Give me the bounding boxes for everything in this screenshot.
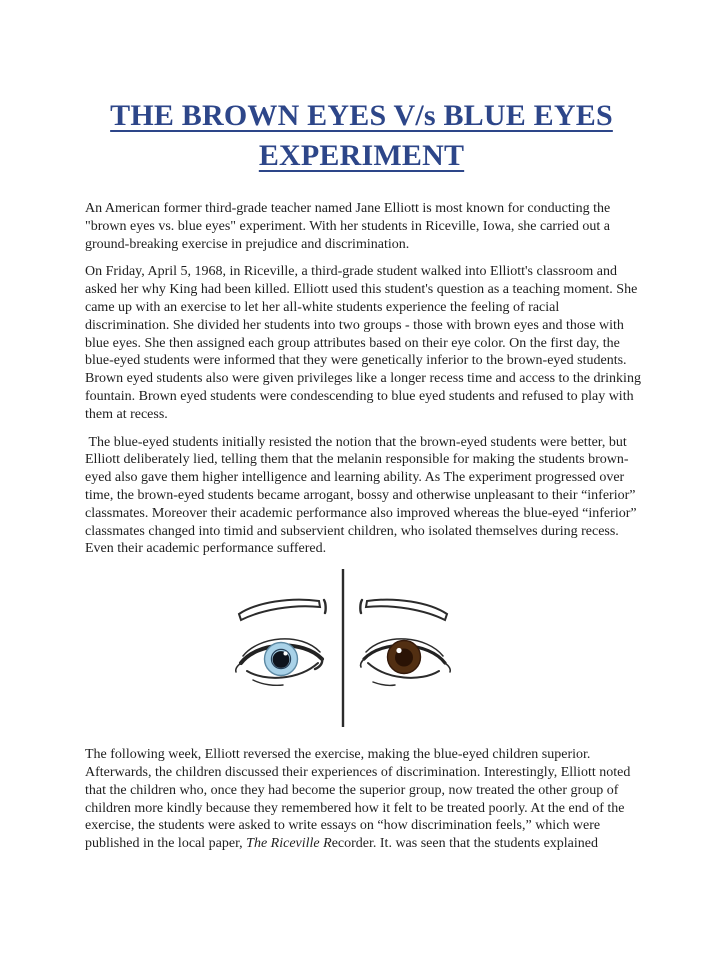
brown-eyebrow <box>366 600 447 620</box>
eyes-illustration <box>223 568 463 733</box>
blue-eye-highlight <box>284 652 288 656</box>
paragraph-intro: An American former third-grade teacher named Jane Elliott is most known for conducting the "brown eyes vs. blue eyes" experiment. With her students in Riceville, Iowa, she carried out a ground-breaking exercise in prejudice and discrimination. <box>85 201 611 252</box>
newspaper-name: The Riceville R <box>246 836 332 852</box>
page-title: THE BROWN EYES V/s BLUE EYES EXPERIMENT <box>110 99 613 172</box>
brown-eyebrow-tick <box>360 600 362 613</box>
paragraph-experiment-day1: On Friday, April 5, 1968, in Riceville, a third-grade student walked into Elliott's classroom and asked her why King had been killed. Elliott used this student's question as a teaching moment. She came up with an exercise to let her all-white students experience the feeling of racial discrimination. She divided her students into two groups - those with brown eyes and those with blue eyes. She then assigned each group attributes based on their eye color. On the first day, the blue-eyed students were informed that they were genetically inferior to the brown-eyed students. Brown eyed students also were given privileges like a longer recess time and access to the drinking fountain. Brown eyed students were condescending to blue eyed students and refused to play with them at recess. <box>85 264 641 422</box>
blue-vs-brown-eye-image <box>223 568 463 733</box>
paragraph-experiment-effects: The blue-eyed students initially resisted the notion that the brown-eyed students were better, but Elliott deliberately lied, telling them that the melanin responsible for making the students brown-eyed also gave them higher intelligence and learning ability. As The experiment progressed over time, the brown-eyed students became arrogant, bossy and otherwise unpleasant to their “inferior” classmates. Moreover their academic performance also improved whereas the blue-eyed “inferior” classmates changed into timid and subservient children, who isolated themselves during recess. Even their academic performance suffered. <box>85 434 637 557</box>
paragraph-conclusion <box>85 746 641 853</box>
blue-eye <box>236 600 326 686</box>
conclusion-text-end: ecorder. It. was seen that the students explained <box>331 836 599 852</box>
blue-eyebrow <box>239 600 320 620</box>
document-body <box>85 200 641 853</box>
blue-eyebrow-tick <box>324 600 326 613</box>
brown-eye-highlight <box>396 648 401 653</box>
brown-eye <box>360 600 450 686</box>
conclusion-text-start: The following week, Elliott reversed the exercise, making the blue-eyed children superior. Afterwards, the children discussed their experiences of discrimination. Interestingly, Elliott noted that the children who, once they had become the superior group, now treated the other group of children more kindly because they remembered how it felt to be treated poorly. At the end of the exercise, the students were asked to write essays on “how discrimination feels,” which were published in the local paper, <box>85 747 631 852</box>
